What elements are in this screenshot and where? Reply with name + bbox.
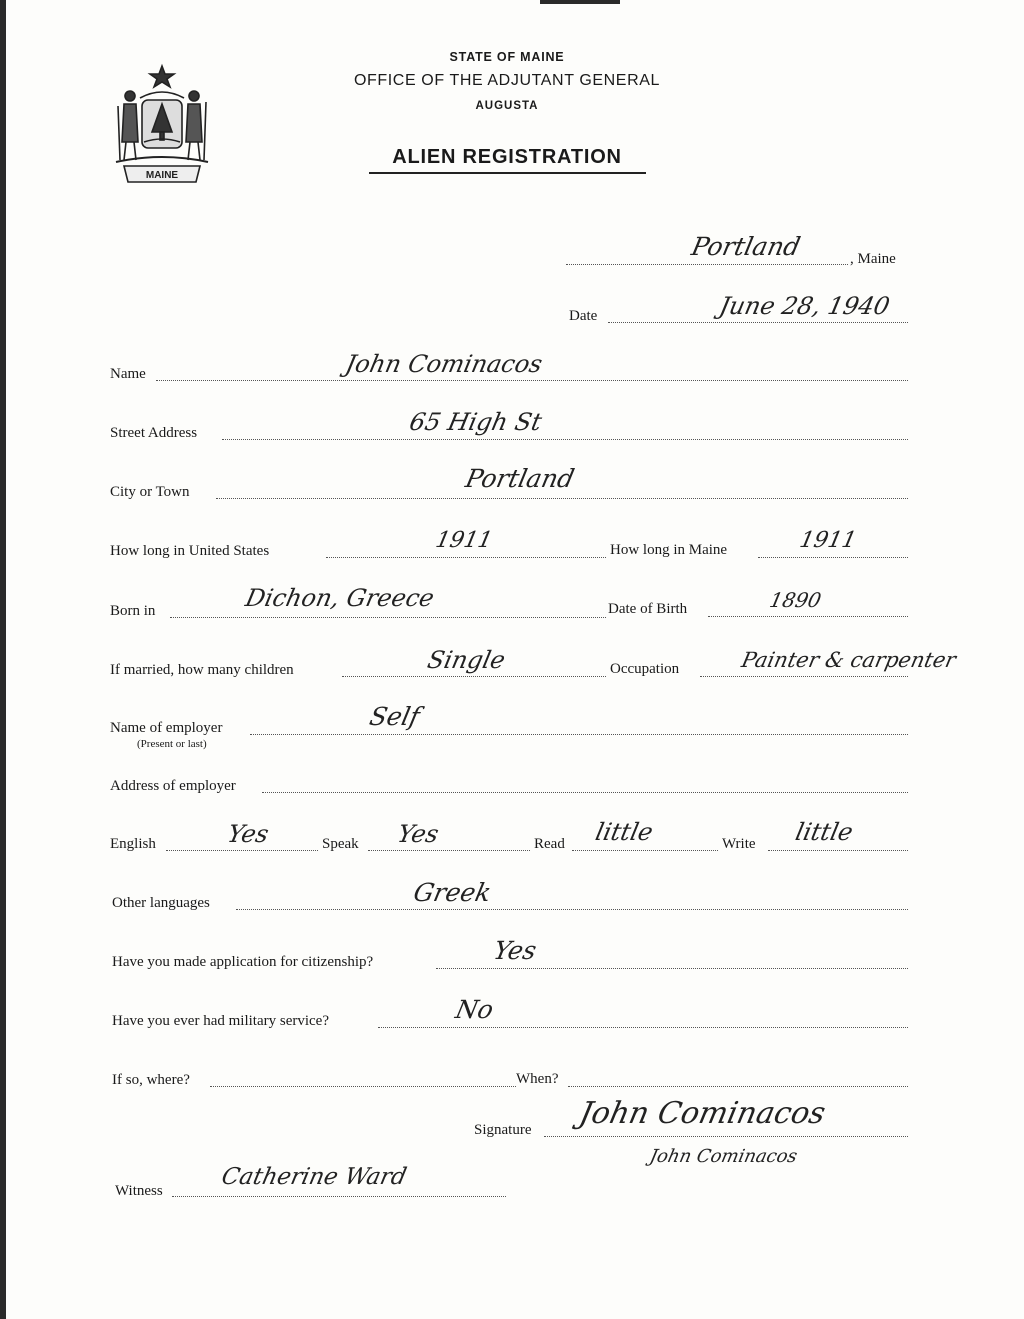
when-line: [568, 1086, 908, 1087]
witness-value: Catherine Ward: [219, 1164, 409, 1190]
signature-value: John Cominacos: [576, 1096, 829, 1131]
employer-label: Name of employer: [110, 720, 223, 736]
seal-banner-text: MAINE: [145, 170, 179, 181]
city-value: Portland: [462, 464, 577, 493]
witness-line: [172, 1196, 506, 1197]
other-languages-label: Other languages: [112, 895, 210, 911]
scan-edge: [0, 0, 6, 1319]
citizenship-value: Yes: [490, 936, 540, 965]
form-title: ALIEN REGISTRATION: [392, 146, 622, 168]
date-of-birth-value: 1890: [767, 588, 824, 612]
location-line: [566, 264, 848, 265]
how-long-maine-value: 1911: [797, 528, 859, 553]
name-line: [156, 380, 908, 381]
signature-line: [544, 1136, 908, 1137]
employer-address-line: [262, 792, 908, 793]
date-value: June 28, 1940: [717, 292, 893, 320]
citizenship-label: Have you made application for citizenship?: [112, 954, 374, 970]
occupation-label: Occupation: [610, 661, 680, 677]
occupation-value: Painter & carpenter: [739, 648, 959, 672]
speak-value: Yes: [395, 820, 442, 848]
location-value: Portland: [688, 232, 803, 261]
military-label: Have you ever had military service?: [112, 1013, 329, 1029]
born-in-line: [170, 617, 606, 618]
signature-label: Signature: [474, 1122, 532, 1138]
city-label: City or Town: [110, 484, 190, 500]
location-suffix: , Maine: [850, 251, 896, 267]
write-line: [768, 850, 908, 851]
if-so-where-label: If so, where?: [112, 1072, 190, 1088]
write-label: Write: [722, 836, 756, 852]
children-value: Single: [425, 646, 508, 674]
english-value: Yes: [225, 820, 272, 848]
speak-label: Speak: [322, 836, 359, 852]
street-address-label: Street Address: [110, 425, 198, 441]
born-in-value: Dichon, Greece: [243, 584, 437, 612]
citizenship-line: [436, 968, 908, 969]
employer-line: [250, 734, 908, 735]
header-state: STATE OF MAINE: [449, 50, 565, 64]
header-office: OFFICE OF THE ADJUTANT GENERAL: [353, 72, 661, 89]
english-label: English: [110, 836, 156, 852]
children-label: If married, how many children: [110, 662, 294, 678]
date-of-birth-line: [708, 616, 908, 617]
write-value: little: [793, 818, 856, 846]
how-long-us-label: How long in United States: [110, 543, 270, 559]
military-line: [378, 1027, 908, 1028]
header-city: AUGUSTA: [475, 100, 539, 112]
date-of-birth-label: Date of Birth: [608, 601, 688, 617]
read-line: [572, 850, 718, 851]
name-value: John Cominacos: [343, 350, 545, 378]
read-value: little: [593, 818, 656, 846]
street-address-value: 65 High St: [407, 408, 545, 436]
name-label: Name: [110, 366, 146, 382]
employer-address-label: Address of employer: [110, 778, 236, 794]
other-languages-line: [236, 909, 908, 910]
how-long-maine-line: [758, 557, 908, 558]
employer-value: Self: [366, 702, 423, 731]
how-long-us-value: 1911: [433, 528, 495, 553]
how-long-us-line: [326, 557, 606, 558]
occupation-line: [700, 676, 908, 677]
city-line: [216, 498, 908, 499]
born-in-label: Born in: [110, 603, 156, 619]
when-label: When?: [516, 1071, 559, 1087]
how-long-maine-label: How long in Maine: [610, 542, 728, 558]
read-label: Read: [534, 836, 565, 852]
date-label: Date: [569, 308, 598, 324]
employer-sublabel: (Present or last): [137, 738, 207, 750]
date-line: [608, 322, 908, 323]
scan-edge-top: [540, 0, 620, 4]
military-value: No: [452, 995, 497, 1024]
other-languages-value: Greek: [410, 878, 494, 907]
signature-printed: John Cominacos: [647, 1146, 800, 1167]
english-line: [166, 850, 318, 851]
speak-line: [368, 850, 530, 851]
street-address-line: [222, 439, 908, 440]
title-underline: [369, 172, 646, 174]
if-so-where-line: [210, 1086, 516, 1087]
children-line: [342, 676, 606, 677]
witness-label: Witness: [115, 1183, 163, 1199]
